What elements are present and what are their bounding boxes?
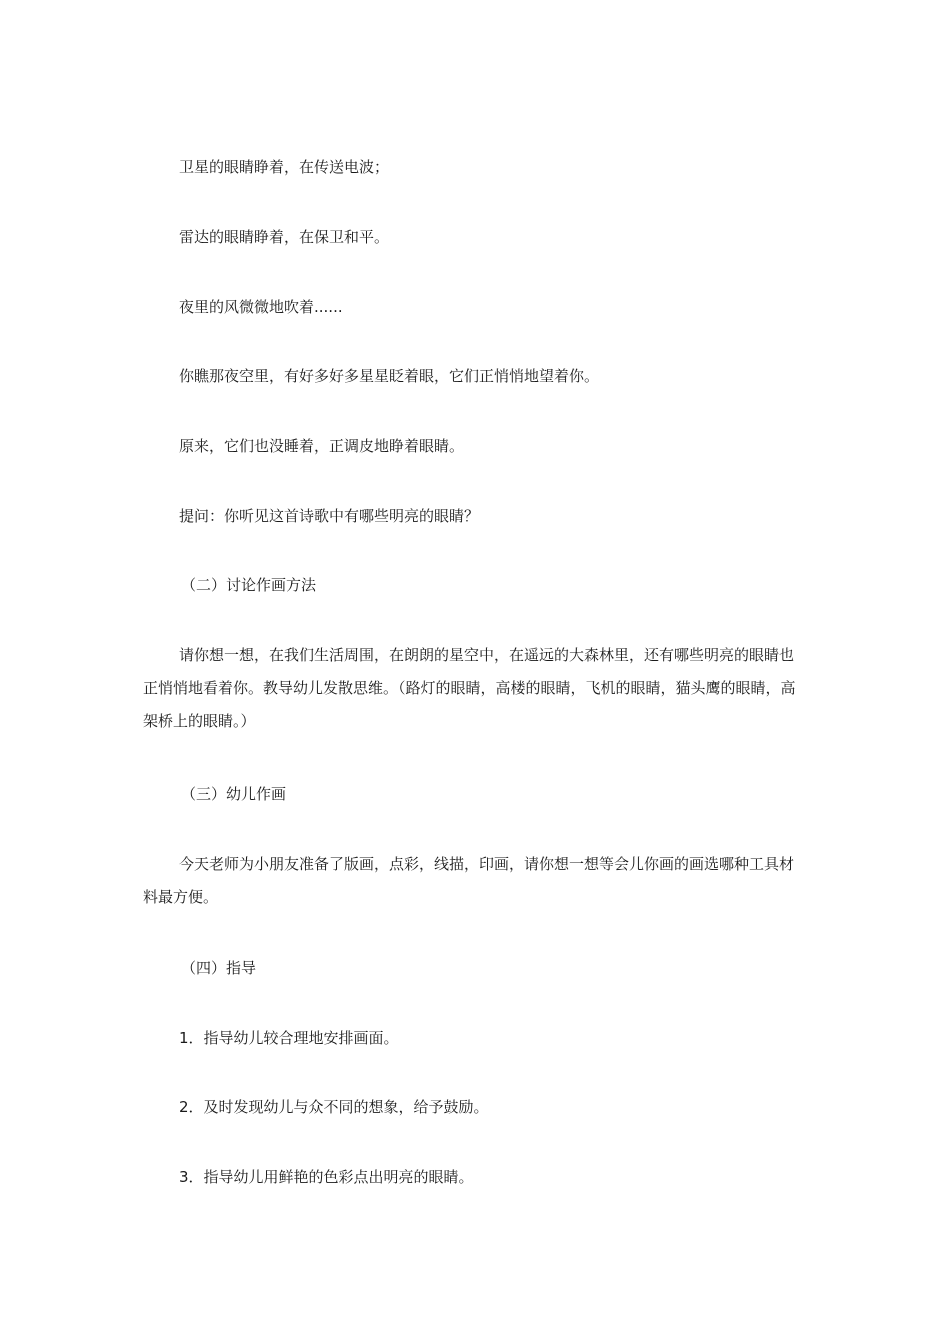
paragraph-night-wind: 夜里的风微微地吹着...... <box>179 298 343 316</box>
paragraph-discussion: 请你想一想，在我们生活周围，在朗朗的星空中，在遥远的大森林里，还有哪些明亮的眼睛也正悄悄地看着你。教导幼儿发散思维。（路灯的眼睛，高楼的眼睛，飞机的眼睛，猫头鹰的眼睛，高架桥上的眼睛。） <box>143 646 796 730</box>
list-item-guidance-2: 2．及时发现幼儿与众不同的想象，给予鼓励。 <box>179 1098 489 1116</box>
list-item-guidance-3: 3．指导幼儿用鲜艳的色彩点出明亮的眼睛。 <box>179 1168 474 1186</box>
paragraph-night-sky: 你瞧那夜空里，有好多好多星星眨着眼，它们正悄悄地望着你。 <box>179 367 600 385</box>
paragraph-radar: 雷达的眼睛睁着，在保卫和平。 <box>179 228 390 246</box>
section-heading-drawing: （三）幼儿作画 <box>181 785 287 803</box>
list-item-guidance-1: 1．指导幼儿较合理地安排画面。 <box>179 1029 399 1047</box>
section-heading-discussion: （二）讨论作画方法 <box>181 576 317 594</box>
paragraph-question: 提问：你听见这首诗歌中有哪些明亮的眼睛？ <box>179 507 480 525</box>
paragraph-satellite: 卫星的眼睛睁着，在传送电波； <box>179 158 390 176</box>
paragraph-materials: 今天老师为小朋友准备了版画，点彩，线描，印画，请你想一想等会儿你画的画选哪种工具材料最方便。 <box>143 855 795 906</box>
section-heading-guidance: （四）指导 <box>181 959 257 977</box>
paragraph-stars-awake: 原来，它们也没睡着，正调皮地睁着眼睛。 <box>179 437 465 455</box>
